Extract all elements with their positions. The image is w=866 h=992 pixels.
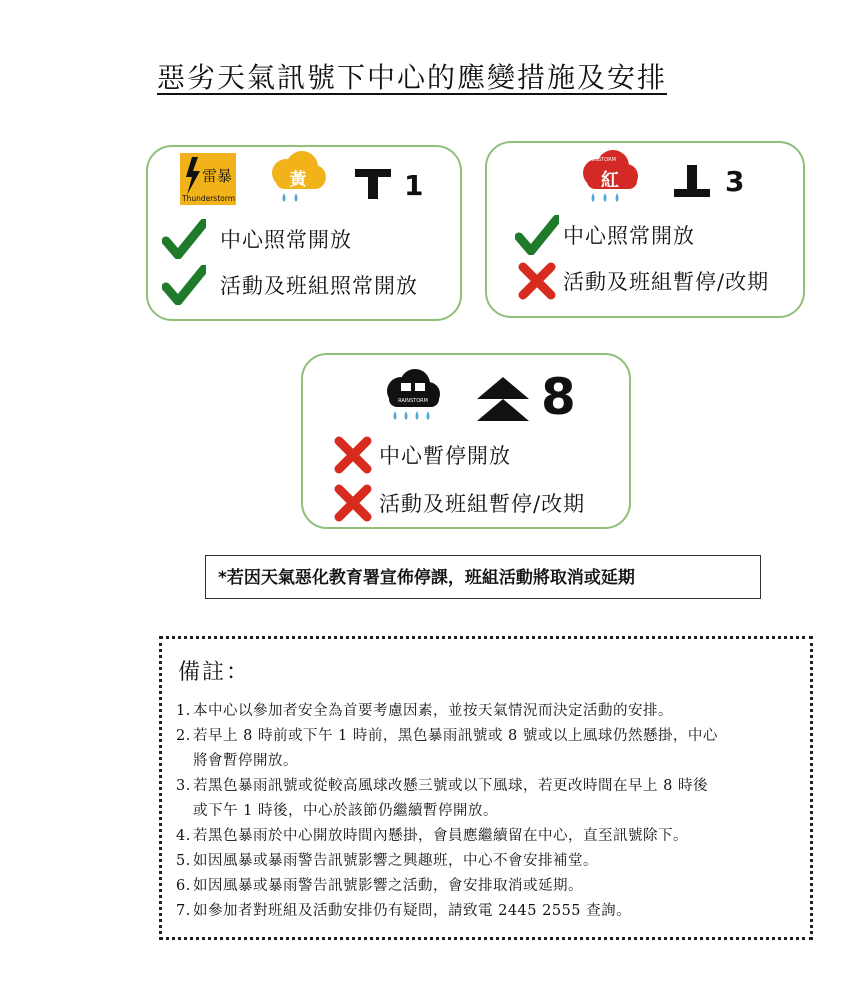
- cross-icon: [515, 261, 559, 301]
- typhoon-signal-8-icon: [473, 373, 539, 423]
- list-item: 6. 如因風暴或暴雨警告訊號影響之活動，會安排取消或延期。: [176, 878, 583, 894]
- remarks-list: [176, 699, 806, 924]
- thunderstorm-label: 雷暴: [202, 167, 233, 185]
- cross-icon: [331, 435, 375, 475]
- box-b-row-2: [515, 261, 769, 301]
- notice-box: *若因天氣惡化教育署宣佈停課，班組活動將取消或延期: [205, 555, 761, 599]
- box-c-item-2: 活動及班組暫停/改期: [379, 492, 586, 516]
- check-icon: [162, 219, 206, 259]
- page-title: 惡劣天氣訊號下中心的應變措施及安排: [157, 61, 668, 94]
- box-c-item-1: 中心暫停開放: [379, 444, 511, 468]
- list-item: 5. 如因風暴或暴雨警告訊號影響之興趣班，中心不會安排補堂。: [176, 853, 598, 869]
- signal-1-number: 1: [404, 169, 425, 202]
- cross-icon: [331, 483, 375, 523]
- box-a-item-1: 中心照常開放: [220, 228, 352, 252]
- box-c-row-1: [331, 435, 511, 475]
- red-label: 紅: [601, 170, 619, 191]
- typhoon-signal-1-icon: [353, 163, 397, 203]
- typhoon-signal-3-icon: [672, 161, 716, 201]
- amber-label: 黃: [289, 170, 307, 190]
- list-item: 3. 若黑色暴雨訊號或從較高風球改懸三號或以下風球，若更改時間在早上 8 時後 或下午 1 時後，中心於該節仍繼續暫停開放。: [176, 778, 708, 819]
- list-item: 1. 本中心以參加者安全為首要考慮因素，並按天氣情況而決定活動的安排。: [176, 703, 673, 719]
- red-rainstorm-icon: [579, 149, 641, 207]
- amber-rainstorm-icon: [268, 151, 328, 207]
- signal-8-number: 8: [541, 368, 577, 426]
- check-icon: [162, 265, 206, 305]
- box-b-item-2: 活動及班組暫停/改期: [563, 270, 770, 294]
- check-icon: [515, 215, 559, 255]
- black-signal-box: [301, 353, 631, 529]
- remarks-box: [159, 636, 813, 940]
- amber-signal-box: [146, 145, 462, 321]
- black-rainstorm-icon: [383, 369, 443, 425]
- black-sub: RAINSTORM: [398, 398, 428, 404]
- signal-3-number: 3: [725, 165, 746, 198]
- box-b-item-1: 中心照常開放: [563, 224, 695, 248]
- box-b-row-1: [515, 215, 695, 255]
- red-sub: RAINSTORM: [586, 157, 616, 163]
- box-a-row-1: [162, 219, 352, 259]
- list-item: 4. 若黑色暴雨於中心開放時間內懸掛，會員應繼續留在中心，直至訊號除下。: [176, 828, 688, 844]
- box-a-item-2: 活動及班組照常開放: [220, 274, 418, 298]
- list-item: 7. 如參加者對班組及活動安排仍有疑問，請致電 2445 2555 查詢。: [176, 903, 632, 919]
- list-item: 2. 若早上 8 時前或下午 1 時前，黑色暴雨訊號或 8 號或以上風球仍然懸掛，中心 將會暫停開放。: [176, 728, 718, 769]
- thunderstorm-sub: Thunderstorm: [182, 194, 235, 203]
- box-a-row-2: [162, 265, 418, 305]
- red-signal-box: [485, 141, 805, 318]
- box-c-row-2: [331, 483, 585, 523]
- remarks-title: 備註：: [178, 660, 251, 685]
- thunderstorm-warning-icon: [180, 153, 236, 205]
